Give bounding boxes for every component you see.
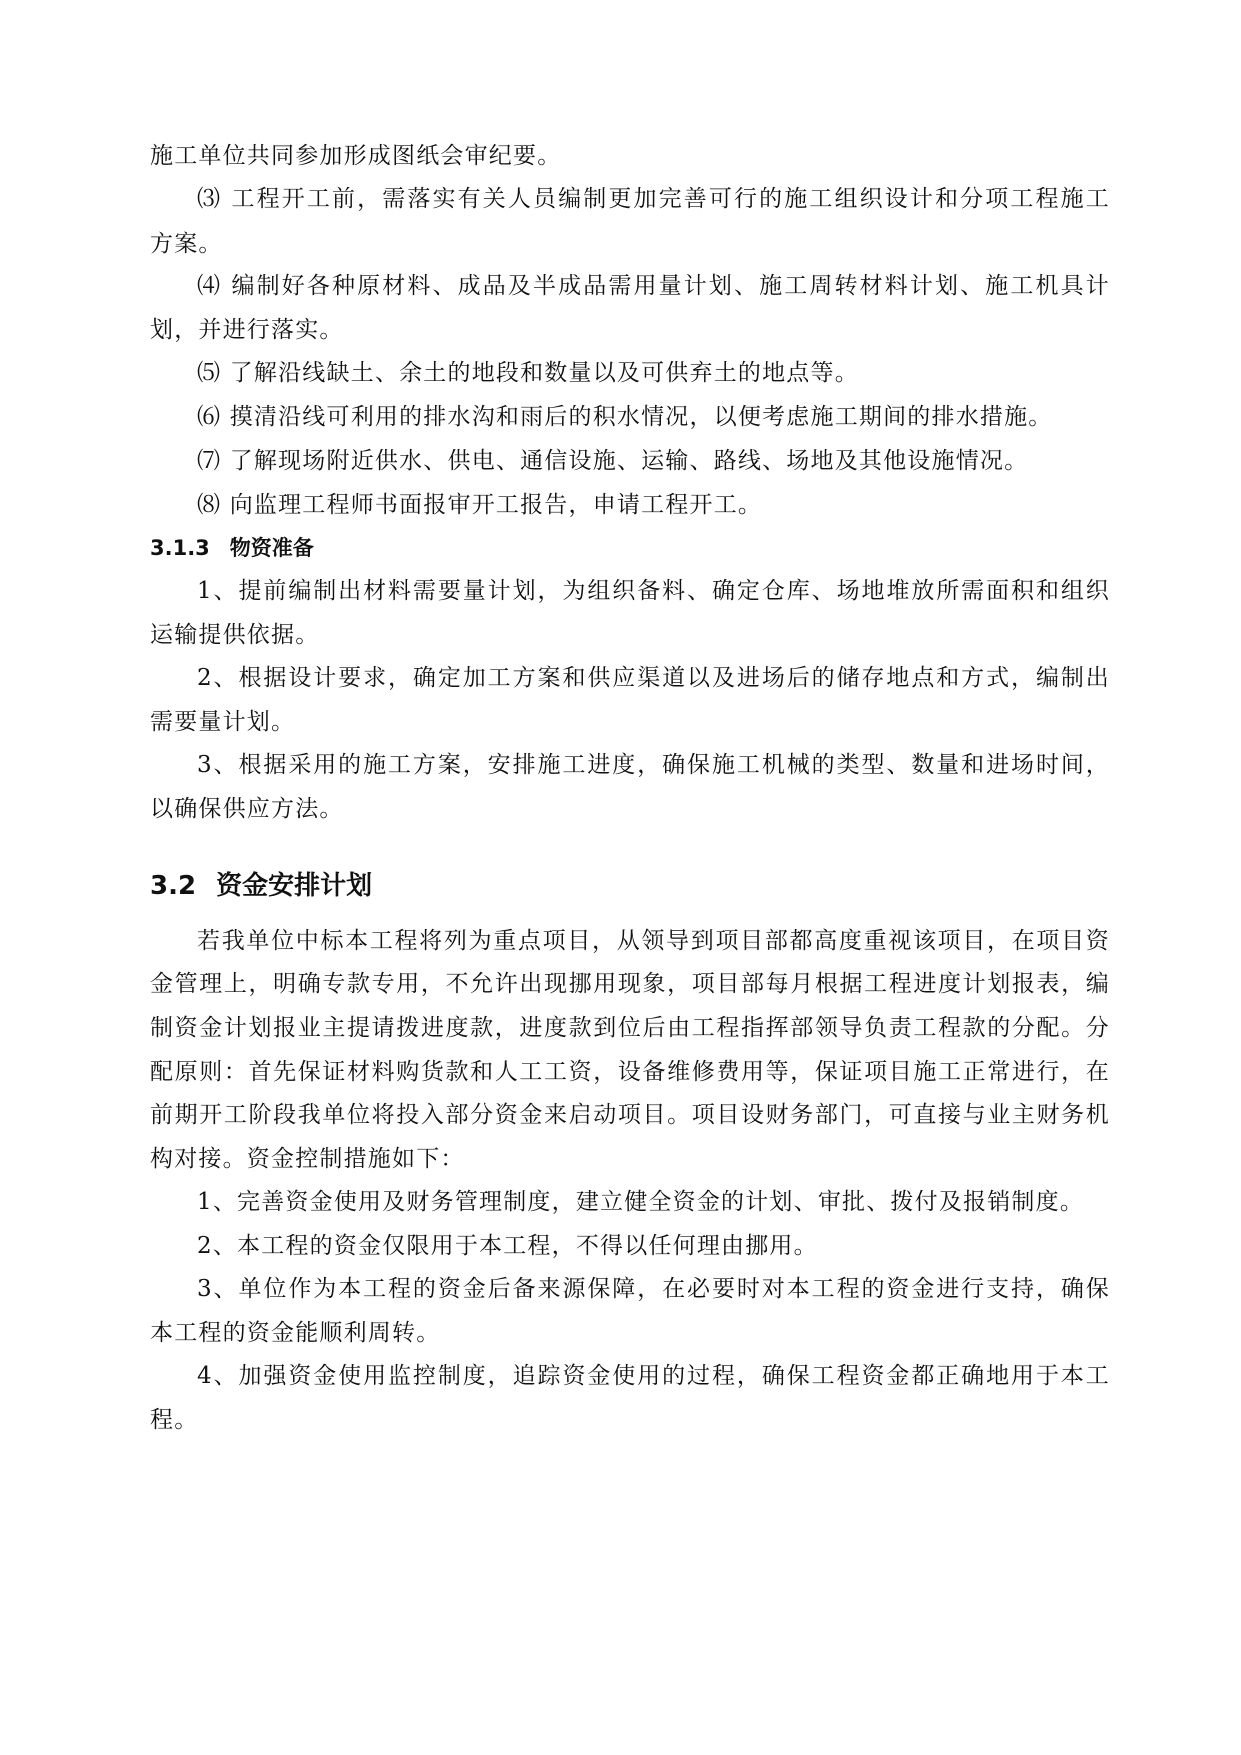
text-line: 运输提供依据。: [150, 622, 320, 648]
text-line: 2、根据设计要求，确定加工方案和供应渠道以及进场后的储存地点和方式，编制出: [197, 665, 1110, 691]
text-line: 需要量计划。: [150, 709, 296, 735]
text-line: ⑶ 工程开工前，需落实有关人员编制更加完善可行的施工组织设计和分项工程施工: [197, 186, 1110, 212]
text-line: 金管理上，明确专款专用，不允许出现挪用现象，项目部每月根据工程进度计划报表，编: [150, 971, 1110, 997]
text-line: 施工单位共同参加形成图纸会审纪要。: [150, 143, 562, 169]
text-line: 方案。: [150, 231, 223, 257]
text-line: ⑷ 编制好各种原材料、成品及半成品需用量计划、施工周转材料计划、施工机具计: [197, 273, 1110, 299]
text-line: 1、提前编制出材料需要量计划，为组织备料、确定仓库、场地堆放所需面积和组织: [197, 578, 1110, 604]
text-line: ⑸ 了解沿线缺土、余土的地段和数量以及可供弃土的地点等。: [197, 360, 859, 386]
text-line: 1、完善资金使用及财务管理制度，建立健全资金的计划、审批、拨付及报销制度。: [197, 1189, 1085, 1215]
heading-title: 物资准备: [229, 536, 314, 560]
text-line: 3、单位作为本工程的资金后备来源保障，在必要时对本工程的资金进行支持，确保: [197, 1276, 1110, 1302]
text-line: ⑺ 了解现场附近供水、供电、通信设施、运输、路线、场地及其他设施情况。: [197, 448, 1029, 474]
text-line: 前期开工阶段我单位将投入部分资金来启动项目。项目设财务部门，可直接与业主财务机: [150, 1102, 1110, 1128]
text-line: 制资金计划报业主提请拨进度款，进度款到位后由工程指挥部领导负责工程款的分配。分: [150, 1015, 1110, 1041]
section-heading-3-2: [150, 869, 372, 903]
text-line: 本工程的资金能顺利周转。: [150, 1320, 441, 1346]
text-line: ⑻ 向监理工程师书面报审开工报告，申请工程开工。: [197, 492, 763, 518]
text-line: 若我单位中标本工程将列为重点项目，从领导到项目部都高度重视该项目，在项目资: [197, 928, 1110, 954]
text-line: 配原则：首先保证材料购货款和人工工资，设备维修费用等，保证项目施工正常进行，在: [150, 1059, 1110, 1085]
text-line: 划，并进行落实。: [150, 317, 344, 343]
heading-title: 资金安排计划: [216, 871, 373, 901]
text-line: 构对接。资金控制措施如下：: [150, 1146, 465, 1172]
text-line: 3、根据采用的施工方案，安排施工进度，确保施工机械的类型、数量和进场时间，: [197, 752, 1110, 778]
text-line: 4、加强资金使用监控制度，追踪资金使用的过程，确保工程资金都正确地用于本工: [197, 1363, 1110, 1389]
heading-number: 3.1.3: [150, 536, 210, 560]
text-line: 程。: [150, 1407, 199, 1433]
section-heading-3-1-3: [150, 534, 314, 562]
heading-number: 3.2: [150, 871, 197, 901]
text-line: 2、本工程的资金仅限用于本工程，不得以任何理由挪用。: [197, 1233, 818, 1259]
text-line: ⑹ 摸清沿线可利用的排水沟和雨后的积水情况，以便考虑施工期间的排水措施。: [197, 404, 1053, 430]
text-line: 以确保供应方法。: [150, 796, 344, 822]
